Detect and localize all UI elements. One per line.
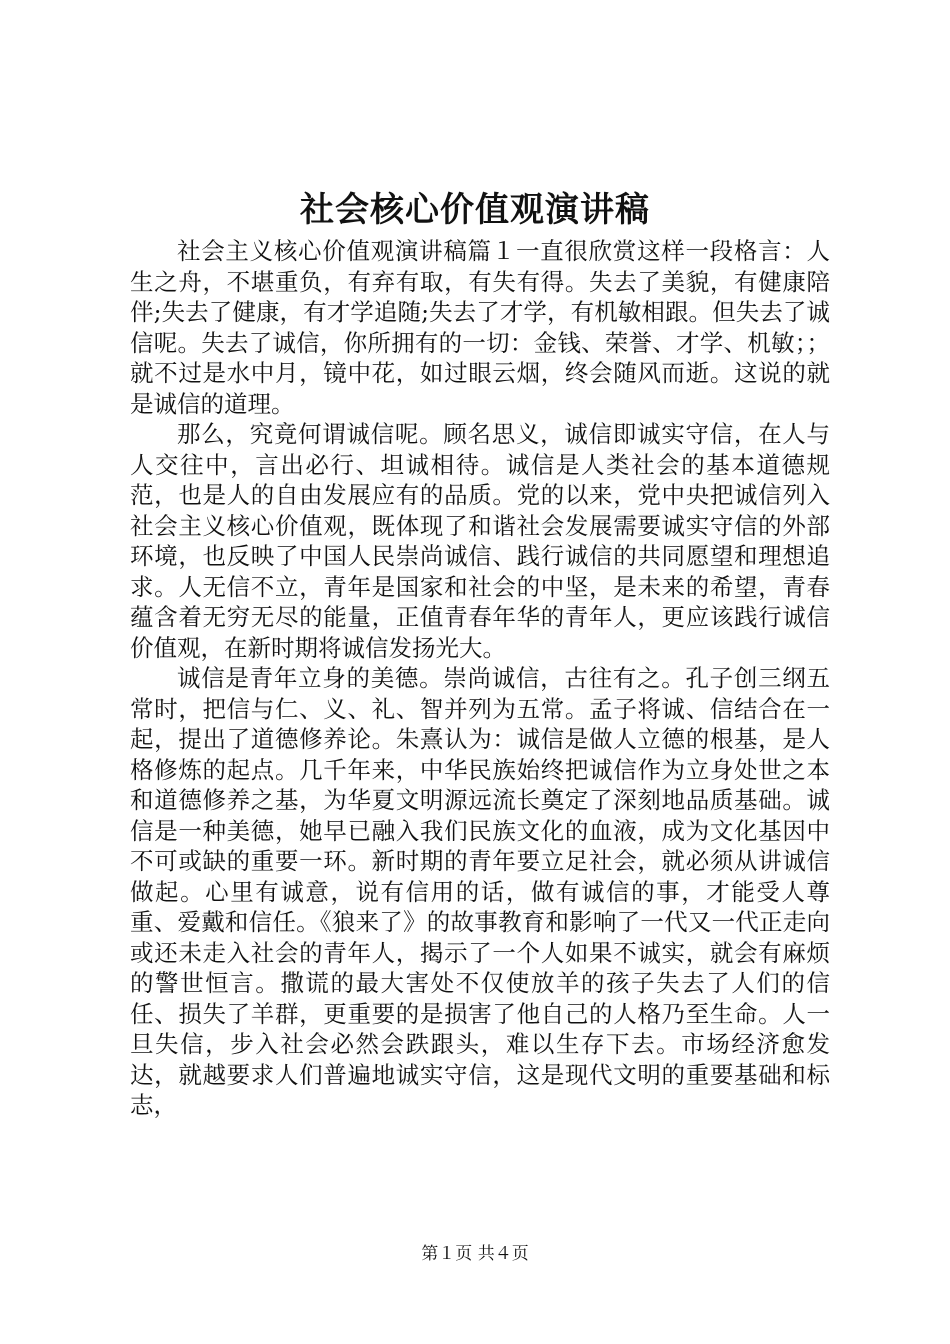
- paragraph-2: 那么，究竟何谓诚信呢。顾名思义，诚信即诚实守信，在人与人交往中，言出必行、坦诚相待。诚信是人类社会的基本道德规范，也是人的自由发展应有的品质。党的以来，党中央把诚信列入社会主义核心价值观，既体现了和谐社会发展需要诚实守信的外部环境，也反映了中国人民崇尚诚信、践行诚信的共同愿望和理想追求。人无信不立，青年是国家和社会的中坚，是未来的希望，青春蕴含着无穷无尽的能量，正值青春年华的青年人，更应该践行诚信价值观，在新时期将诚信发扬光大。: [130, 420, 830, 662]
- paragraph-3: 诚信是青年立身的美德。崇尚诚信，古往有之。孔子创三纲五常时，把信与仁、义、礼、智并列为五常。孟子将诚、信结合在一起，提出了道德修养论。朱熹认为：诚信是做人立德的根基，是人格修炼的起点。几千年来，中华民族始终把诚信作为立身处世之本和道德修养之基，为华夏文明源远流长奠定了深刻地品质基础。诚信是一种美德，她早已融入我们民族文化的血液，成为文化基因中不可或缺的重要一环。新时期的青年要立足社会，就必须从讲诚信做起。心里有诚意，说有信用的话，做有诚信的事，才能受人尊重、爱戴和信任。《狼来了》的故事教育和影响了一代又一代正走向或还未走入社会的青年人，揭示了一个人如果不诚实，就会有麻烦的警世恒言。撒谎的最大害处不仅使放羊的孩子失去了人们的信任、损失了羊群，更重要的是损害了他自己的人格乃至生命。人一旦失信，步入社会必然会跌跟头，难以生存下去。市场经济愈发达，就越要求人们普遍地诚实守信，这是现代文明的重要基础和标志，: [130, 664, 830, 1119]
- page-footer: 第１页 共４页: [421, 1244, 529, 1264]
- page-title: 社会核心价值观演讲稿: [300, 190, 650, 230]
- paragraph-1: 社会主义核心价值观演讲稿篇１一直很欣赏这样一段格言：人生之舟，不堪重负，有弃有取，有失有得。失去了美貌，有健康陪伴;失去了健康，有才学追随;失去了才学，有机敏相跟。但失去了诚信呢。失去了诚信，你所拥有的一切：金钱、荣誉、才学、机敏；；就不过是水中月，镜中花，如过眼云烟，终会随风而逝。这说的就是诚信的道理。: [130, 237, 830, 418]
- document-body: [130, 236, 830, 1121]
